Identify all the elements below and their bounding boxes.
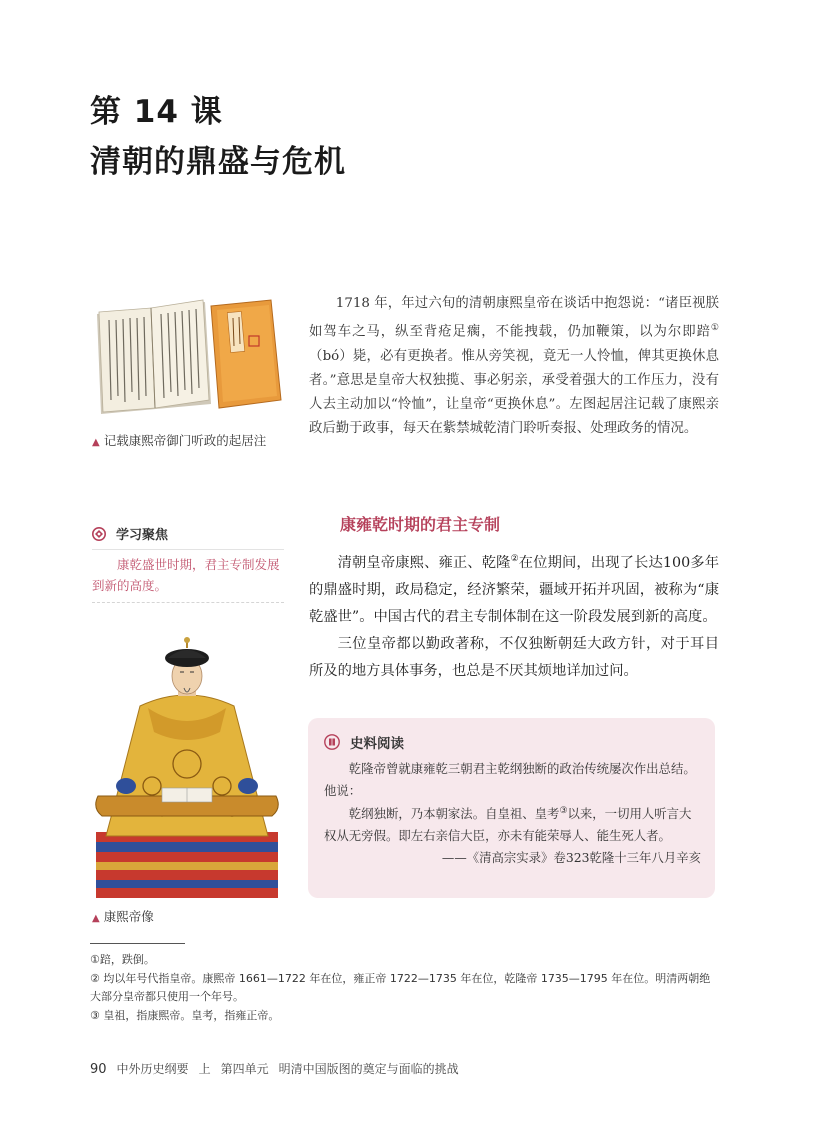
book-icon [324, 734, 340, 750]
source-quote: 乾纲独断，乃本朝家法。自皇祖、皇考③以来，一切用人听言大权从无旁假。即左右亲信大臣，亦未有能荣辱人、能生死人者。 [324, 806, 692, 843]
footnote-item: ①踣，跌倒。 [90, 953, 155, 966]
footer-unit-title: 明清中国版图的奠定与面临的挑战 [278, 1062, 459, 1076]
intro-paragraph: 1718 年，年过六旬的清朝康熙皇帝在谈话中抱怨说：“诸臣视朕如驾车之马，纵至背疮足瘸，不能拽载，仍加鞭策，以为尔即踣①（bó）毙，必有更换者。惟从旁笑视，竟无一人怜恤，俾其更换休息者。”意思是皇帝大权独揽、事必躬亲，承受着强大的工作压力，没有人去主动加以“怜恤”，让皇帝“更换休息”。左图起居注记载了康熙亲政后勤于政事，每天在紫禁城乾清门聆听奏报、处理政务的情况。 [309, 296, 719, 437]
footnote-ref-2[interactable]: ② [510, 554, 519, 564]
learning-focus [92, 524, 284, 603]
footnote-item: ② 均以年号代指皇帝。康熙帝 1661—1722 年在位，雍正帝 1722—1735 年在位，乾隆帝 1735—1795 年在位。明清两朝绝大部分皇帝都只使用一个年号。 [90, 971, 711, 1003]
source-intro: 乾隆帝曾就康雍乾三朝君主乾纲独断的政治传统屡次作出总结。他说： [324, 761, 696, 798]
page-number: 90 [90, 1062, 107, 1077]
footnote-divider [90, 943, 185, 944]
section-paragraph-1: 清朝皇帝康熙、雍正、乾隆②在位期间，出现了长达100多年的鼎盛时期，政局稳定，经济繁荣，疆域开拓并巩固，被称为“康乾盛世”。中国古代的君主专制体制在这一阶段发展到新的高度。 [309, 554, 719, 625]
figure1-caption: ▲ 记载康熙帝御门听政的起居注 [92, 433, 267, 448]
lesson-number: 第 14 课 [90, 94, 223, 130]
footnotes [90, 951, 720, 1025]
source-reading-box [308, 718, 715, 898]
footer-book: 中外历史纲要 [116, 1062, 189, 1076]
section-paragraph-2: 三位皇帝都以勤政著称，不仅独断朝廷大政方针，对于耳目所及的地方具体事务，也总是不厌其烦地详加过问。 [309, 635, 719, 679]
kangxi-portrait-image [92, 636, 282, 898]
source-citation: ——《清高宗实录》卷323乾隆十三年八月辛亥 [441, 850, 701, 866]
footer-volume: 上 [198, 1062, 211, 1076]
section-title: 康雍乾时期的君主专制 [340, 515, 501, 534]
triangle-icon: ▲ [92, 437, 100, 448]
triangle-icon: ▲ [92, 913, 100, 924]
source-heading: 史料阅读 [350, 736, 404, 752]
footnote-ref-3[interactable]: ③ [559, 806, 568, 816]
lesson-title: 清朝的鼎盛与危机 [90, 144, 346, 180]
footer-unit: 第四单元 [220, 1062, 269, 1076]
figure2-caption: ▲ 康熙帝像 [92, 909, 154, 924]
footnote-item: ③ 皇祖，指康熙帝。皇考，指雍正帝。 [90, 1008, 280, 1022]
qijuzhu-books-image [93, 296, 285, 418]
focus-text: 康乾盛世时期，君主专制发展到新的高度。 [92, 550, 284, 603]
section-body [309, 546, 719, 685]
focus-icon [92, 527, 106, 541]
footnote-ref-1[interactable]: ① [710, 323, 719, 334]
page-footer [90, 1060, 469, 1077]
focus-heading: 学习聚焦 [116, 528, 169, 543]
